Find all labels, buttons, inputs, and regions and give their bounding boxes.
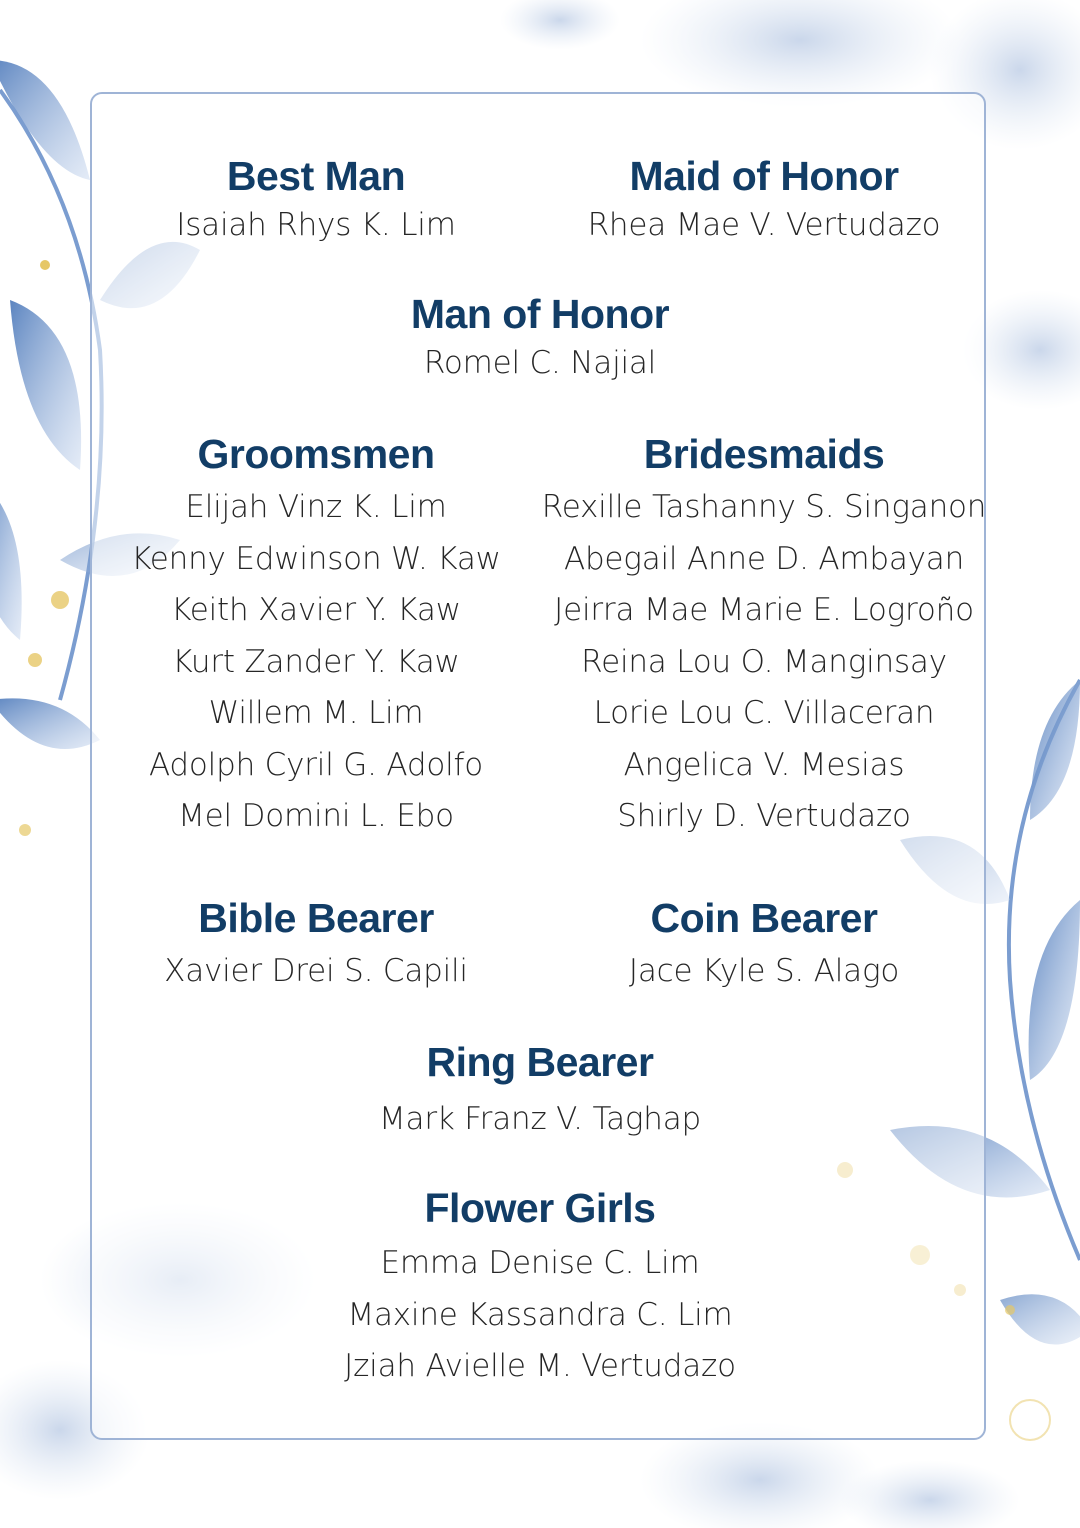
name-item: Abegail Anne D. Ambayan bbox=[563, 540, 965, 577]
maid-of-honor-section bbox=[540, 152, 988, 252]
name-item: Jziah Avielle M. Vertudazo bbox=[344, 1348, 736, 1384]
name-item: Romel C. Najial bbox=[423, 345, 657, 381]
name-item: Rhea Mae V. Vertudazo bbox=[587, 207, 941, 243]
name-item: Kurt Zander Y. Kaw bbox=[172, 643, 460, 680]
bible-bearer-names bbox=[100, 946, 532, 998]
name-item: Isaiah Rhys K. Lim bbox=[176, 207, 456, 243]
ring-bearer-names bbox=[240, 1094, 840, 1146]
bible-bearer-section bbox=[100, 894, 532, 998]
ring-bearer-section bbox=[240, 1038, 840, 1146]
coin-bearer-names bbox=[540, 946, 988, 998]
name-item: Mark Franz V. Taghap bbox=[378, 1101, 702, 1137]
man-of-honor-section bbox=[240, 290, 840, 390]
name-item: Maxine Kassandra C. Lim bbox=[347, 1296, 733, 1333]
maid-of-honor-names bbox=[540, 200, 988, 252]
name-item: Shirly D. Vertudazo bbox=[617, 798, 911, 834]
name-item: Angelica V. Mesias bbox=[623, 746, 905, 783]
name-item: Keith Xavier Y. Kaw bbox=[171, 592, 461, 628]
name-item: Willem M. Lim bbox=[208, 695, 424, 731]
man-of-honor-names bbox=[240, 338, 840, 390]
name-item: Adolph Cyril G. Adolfo bbox=[148, 746, 484, 783]
coin-bearer-heading: Coin Bearer bbox=[650, 895, 878, 941]
name-item: Lorie Lou C. Villaceran bbox=[593, 695, 935, 731]
name-item: Elijah Vinz K. Lim bbox=[185, 489, 447, 525]
bridesmaids-section bbox=[540, 430, 988, 843]
groomsmen-heading: Groomsmen bbox=[197, 431, 435, 477]
man-of-honor-heading: Man of Honor bbox=[410, 291, 670, 337]
name-item: Xavier Drei S. Capili bbox=[164, 953, 468, 989]
name-item: Kenny Edwinson W. Kaw bbox=[131, 540, 501, 577]
best-man-section bbox=[100, 152, 532, 252]
flower-girls-section bbox=[240, 1184, 840, 1393]
name-item: Rexille Tashanny S. Singanon bbox=[541, 489, 987, 525]
flower-girls-heading: Flower Girls bbox=[424, 1185, 656, 1231]
best-man-names bbox=[100, 200, 532, 252]
name-item: Mel Domini L. Ebo bbox=[178, 798, 454, 834]
bridesmaids-heading: Bridesmaids bbox=[643, 431, 885, 477]
coin-bearer-section bbox=[540, 894, 988, 998]
bible-bearer-heading: Bible Bearer bbox=[198, 895, 434, 941]
name-item: Jace Kyle S. Alago bbox=[628, 953, 900, 989]
ring-bearer-heading: Ring Bearer bbox=[426, 1039, 654, 1085]
best-man-heading: Best Man bbox=[226, 153, 406, 199]
bridesmaids-names bbox=[540, 482, 988, 843]
name-item: Jeirra Mae Marie E. Logroño bbox=[554, 592, 974, 628]
flower-girls-names bbox=[240, 1238, 840, 1393]
name-item: Emma Denise C. Lim bbox=[380, 1245, 700, 1281]
name-item: Reina Lou O. Manginsay bbox=[581, 643, 947, 680]
groomsmen-names bbox=[100, 482, 532, 843]
groomsmen-section bbox=[100, 430, 532, 843]
maid-of-honor-heading: Maid of Honor bbox=[629, 153, 899, 199]
